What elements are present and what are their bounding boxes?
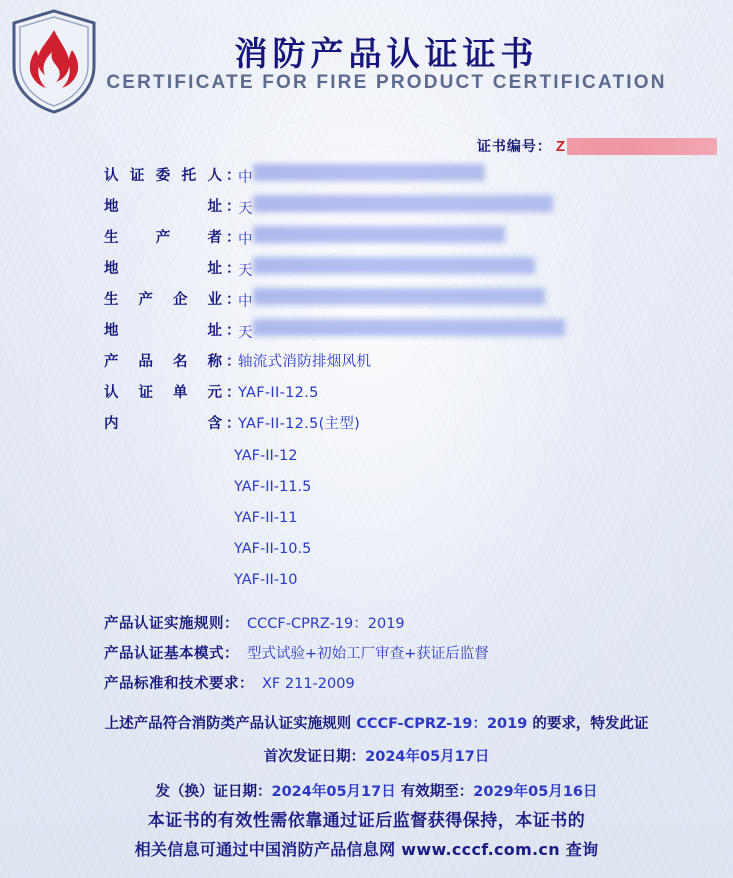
contents-item: YAF-II-10 (234, 572, 298, 588)
field-value: 中 (238, 286, 545, 316)
field-row-manufacturer (0, 286, 733, 317)
page-title-zh: 消防产品认证证书 (234, 34, 539, 73)
field-row-implementation-rule (0, 612, 733, 642)
certificate-number-row (477, 136, 717, 156)
field-label: 认证单元 (104, 385, 222, 401)
lower-section (0, 612, 733, 801)
renewal-label: 发（换）证日期： (155, 784, 272, 800)
field-label: 认证委托人 (104, 168, 222, 184)
field-value: 中 (238, 224, 505, 254)
page-title-en: CERTIFICATE FOR FIRE PRODUCT CERTIFICATION (106, 72, 667, 93)
field-colon: ： (226, 199, 241, 215)
field-label: 生产企业 (104, 292, 222, 308)
field-colon: ： (226, 168, 241, 184)
field-label: 内含 (104, 416, 222, 432)
field-colon: ： (226, 354, 241, 370)
contents-item: YAF-II-10.5 (234, 541, 312, 557)
contents-row (0, 503, 733, 534)
first-issue-line (0, 745, 733, 766)
redaction-blur (253, 224, 505, 244)
field-value: 天 (238, 317, 565, 347)
field-value: CCCF-CPRZ-19：2019 (247, 616, 405, 632)
contents-row (0, 441, 733, 472)
statement-prefix: 上述产品符合消防类产品认证实施规则 (104, 716, 352, 732)
field-label: 地址 (104, 261, 222, 277)
field-value: 轴流式消防排烟风机 (238, 354, 372, 370)
renewal-date: 2024年05月17日 (271, 784, 396, 800)
field-colon: ： (226, 416, 241, 432)
contents-item: YAF-II-12 (234, 448, 298, 464)
field-row-certification-unit (0, 379, 733, 410)
contents-item: YAF-II-11 (234, 510, 298, 526)
field-colon: ： (226, 385, 241, 401)
first-issue-label: 首次发证日期： (263, 749, 366, 765)
contents-row (0, 472, 733, 503)
redaction-blur (253, 193, 553, 213)
field-label: 产品标准和技术要求： (104, 676, 254, 692)
field-label: 地址 (104, 199, 222, 215)
statement-rule: CCCF-CPRZ-19：2019 (356, 716, 528, 732)
renewal-line (0, 780, 733, 801)
field-label: 产品认证实施规则： (104, 616, 239, 632)
redaction-blur (253, 317, 565, 337)
field-row-product-name (0, 348, 733, 379)
field-label: 地址 (104, 323, 222, 339)
field-row-contents (0, 410, 733, 441)
certificate-number-label: 证书编号： (476, 139, 552, 155)
footer-info-note (0, 837, 733, 860)
field-colon: ： (226, 230, 241, 246)
field-row-producer (0, 224, 733, 255)
field-value: YAF-II-12.5 (238, 385, 319, 401)
footer-website-link[interactable]: www.cccf.com.cn (401, 840, 560, 859)
field-colon: ： (226, 292, 241, 308)
field-value: 天 (238, 255, 535, 285)
contents-item: YAF-II-11.5 (234, 479, 312, 495)
first-issue-date: 2024年05月17日 (365, 749, 490, 765)
field-row-entrusting-party (0, 162, 733, 193)
contents-row (0, 565, 733, 596)
field-row-certification-mode (0, 642, 733, 672)
footer (0, 806, 733, 860)
field-label: 产品认证基本模式： (104, 646, 239, 662)
field-row-product-standard (0, 672, 733, 702)
redaction-blur (253, 255, 535, 275)
field-label: 产品名称 (104, 354, 222, 370)
valid-until-date: 2029年05月16日 (473, 784, 598, 800)
field-colon: ： (226, 323, 241, 339)
field-row-producer-address (0, 255, 733, 286)
footer-suffix: 查询 (559, 840, 599, 859)
contents-item: YAF-II-12.5(主型) (238, 416, 361, 432)
field-value: 型式试验+初始工厂审查+获证后监督 (247, 646, 489, 662)
redaction-blur (253, 162, 485, 182)
field-row-entrusting-address (0, 193, 733, 224)
redaction-blur (253, 286, 545, 306)
valid-until-label: 有效期至： (400, 784, 474, 800)
certificate-number-redaction (567, 138, 717, 155)
field-list (0, 162, 733, 596)
field-value: 中 (238, 162, 485, 192)
footer-validity-note: 本证书的有效性需依靠通过证后监督获得保持，本证书的 (147, 811, 586, 831)
statement-suffix: 的要求，特发此证 (532, 716, 649, 732)
conformity-statement (0, 712, 733, 733)
certificate-number-prefix: Z (555, 137, 565, 155)
contents-row (0, 534, 733, 565)
field-label: 生产者 (104, 230, 222, 246)
field-colon: ： (226, 261, 241, 277)
field-value: XF 211-2009 (262, 676, 355, 692)
field-row-manufacturer-address (0, 317, 733, 348)
footer-prefix: 相关信息可通过中国消防产品信息网 (134, 840, 402, 859)
field-value: 天 (238, 193, 553, 223)
